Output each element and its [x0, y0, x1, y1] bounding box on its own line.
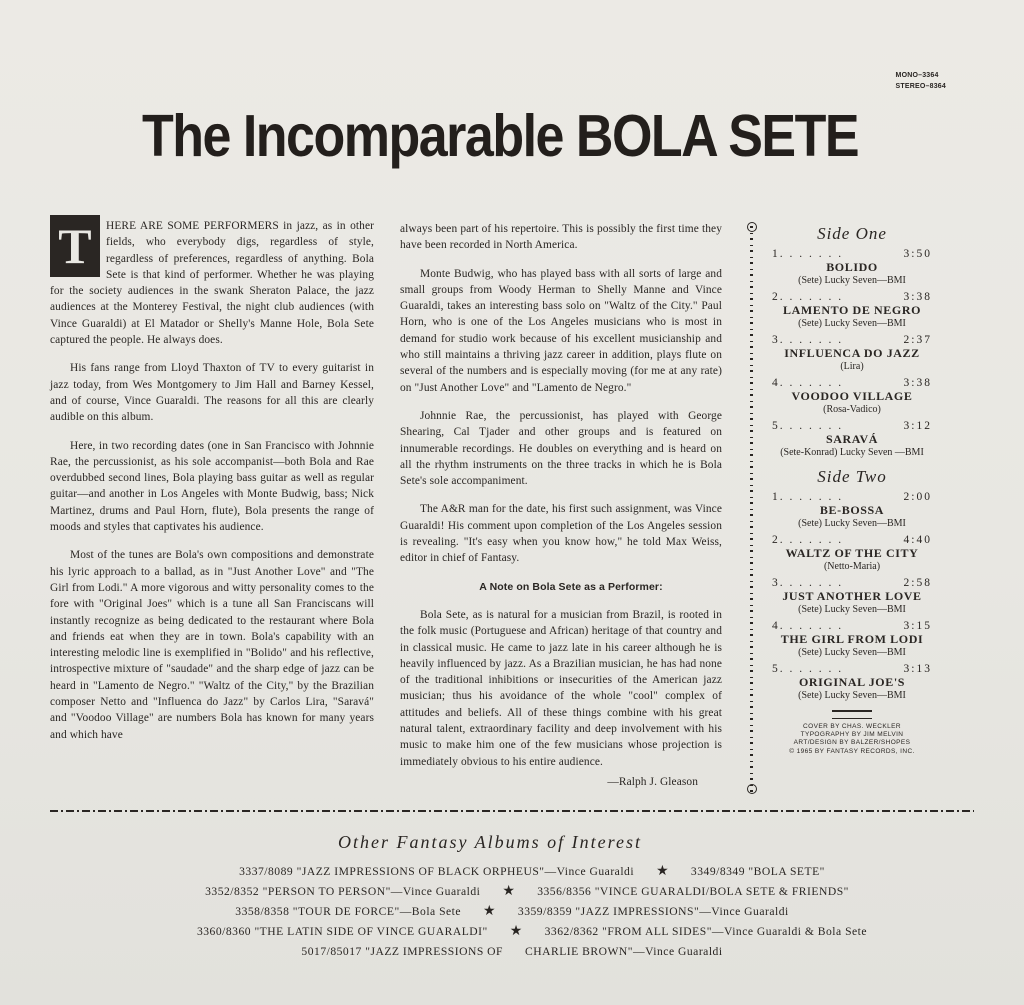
album-entry: 3349/8349 "BOLA SETE": [690, 865, 825, 878]
track-number-row: [772, 663, 932, 675]
track-number-row: [772, 620, 932, 632]
track-duration: 3:38: [903, 377, 932, 389]
track-entry: [772, 534, 932, 573]
album-row: [0, 902, 1024, 922]
track-number-row: [772, 420, 932, 432]
track-number: 3. . . . . . .: [772, 577, 844, 589]
track-number-row: [772, 334, 932, 346]
track-entry: [772, 334, 932, 373]
dropcap-letter: T: [50, 215, 100, 277]
star-separator-icon: ★: [483, 904, 496, 919]
track-number: 1. . . . . . .: [772, 491, 844, 503]
liner-paragraph: His fans range from Lloyd Thaxton of TV to every guitarist in jazz today, from Wes Montgomery to Jim Hall and Barney Kessel, and of course, Vince Guaraldi. The reasons for all this are clearly audible on this album.: [50, 362, 374, 424]
track-entry: [772, 377, 932, 416]
other-albums-list: [0, 862, 1024, 962]
note-heading: A Note on Bola Sete as a Performer:: [479, 580, 663, 593]
liner-paragraph: Monte Budwig, who has played bass with all sorts of large and small groups from Woody Herman to Shelly Manne and Vince Guaraldi, takes an interesting bass solo on "Waltz of the City." Paul Horn, who is one of the Los Angeles musicians who is most in demand for studio work because of his excellent musicianship and who still maintains a thriving jazz career in addition, plays flute on several of the numbers and is especially moving (for me at any rate) on "Just Another Love" and "Lamento de Negro.": [400, 267, 722, 394]
album-row: [0, 862, 1024, 882]
other-albums-heading: Other Fantasy Albums of Interest: [338, 832, 642, 852]
liner-notes-column-2: [400, 221, 722, 802]
track-number: 5. . . . . . .: [772, 663, 844, 675]
track-duration: 3:38: [903, 291, 932, 303]
track-title: INFLUENCA DO JAZZ: [784, 346, 920, 360]
track-title: JUST ANOTHER LOVE: [782, 589, 922, 603]
liner-text: HERE ARE SOME PERFORMERS in jazz, as in other fields, who everybody digs, regardless of style, regardless of preferences, regardless of anything. Bola Sete is that kind of performer. Whether he was playing for the society audiences in the swank Sheraton Palace, the jazz audiences at the Monterey Festival, the night club audiences (with Vince Guaraldi) at El Matador or Shelly's Manne Hole, Bola Sete captured the people. He always does.: [50, 220, 374, 347]
track-number-row: [772, 577, 932, 589]
track-duration: 3:13: [903, 663, 932, 675]
track-number: 3. . . . . . .: [772, 334, 844, 346]
album-entry: 3358/8358 "TOUR DE FORCE"—Bola Sete: [235, 905, 462, 918]
catalog-stereo: STEREO–8364: [895, 83, 946, 90]
track-number-row: [772, 377, 932, 389]
album-entry: 3362/8362 "FROM ALL SIDES"—Vince Guaraldi & Bola Sete: [544, 925, 868, 938]
track-number-row: [772, 491, 932, 503]
signature: —Ralph J. Gleason: [607, 775, 698, 788]
credit-line: © 1965 BY FANTASY RECORDS, INC.: [789, 747, 915, 755]
track-listing: [772, 222, 932, 756]
track-entry: [772, 248, 932, 287]
track-entry: [772, 420, 932, 459]
album-entry: 3359/8359 "JAZZ IMPRESSIONS"—Vince Guaraldi: [517, 905, 789, 918]
side-one-heading: Side One: [817, 224, 887, 243]
liner-notes-column-1: [50, 218, 374, 755]
album-entry: CHARLIE BROWN"—Vince Guaraldi: [525, 945, 723, 958]
track-credit: (Sete) Lucky Seven—BMI: [798, 275, 906, 286]
side-one-tracks: [772, 248, 932, 459]
track-title: WALTZ OF THE CITY: [785, 546, 919, 560]
track-title: BE-BOSSA: [819, 503, 885, 517]
track-credit: (Lira): [840, 361, 864, 372]
track-number-row: [772, 248, 932, 260]
track-credit: (Sete) Lucky Seven—BMI: [798, 318, 906, 329]
track-credit: (Sete) Lucky Seven—BMI: [798, 518, 906, 529]
album-row: [0, 942, 1024, 962]
track-credit: (Sete) Lucky Seven—BMI: [798, 604, 906, 615]
album-entry: 3356/8356 "VINCE GUARALDI/BOLA SETE & FRIENDS": [537, 885, 849, 898]
liner-paragraph: The A&R man for the date, his first such assignment, was Vince Guaraldi! His comment upon completion of the Los Angeles session is revealing. "It's easy when you know how," he told Max Weiss, editor in chief of Fantasy.: [400, 503, 722, 565]
star-separator-icon: ★: [509, 924, 523, 939]
track-credit: (Rosa-Vadico): [823, 404, 881, 415]
credit-line: COVER BY CHAS. WECKLER: [803, 723, 901, 730]
catalog-mono: MONO–3364: [895, 72, 939, 79]
track-credit: (Sete) Lucky Seven—BMI: [798, 647, 906, 658]
track-duration: 2:58: [903, 577, 932, 589]
track-credit: (Sete) Lucky Seven—BMI: [798, 690, 906, 701]
track-duration: 2:37: [903, 334, 932, 346]
side-two-tracks: [772, 491, 932, 702]
vertical-ornament-divider: [744, 222, 758, 794]
album-row: [0, 922, 1024, 942]
credit-line: TYPOGRAPHY BY JIM MELVIN: [800, 731, 904, 739]
track-duration: 2:00: [903, 491, 932, 503]
catalog-numbers: [896, 70, 946, 92]
track-number: 2. . . . . . .: [772, 534, 844, 546]
horizontal-ornament-divider: [50, 806, 974, 816]
track-credit: (Netto-Maria): [823, 561, 881, 572]
production-credits: [772, 723, 932, 756]
track-number: 4. . . . . . .: [772, 377, 844, 389]
star-separator-icon: ★: [656, 864, 669, 879]
track-number: 1. . . . . . .: [772, 248, 844, 260]
track-number-row: [772, 534, 932, 546]
track-duration: 4:40: [903, 534, 932, 546]
liner-paragraph: always been part of his repertoire. This is possibly the first time they have been recorded in North America.: [400, 223, 722, 252]
album-entry: 5017/85017 "JAZZ IMPRESSIONS OF: [301, 945, 503, 958]
track-credit: (Sete-Konrad) Lucky Seven —BMI: [780, 447, 924, 458]
album-entry: 3337/8089 "JAZZ IMPRESSIONS OF BLACK ORPHEUS"—Vince Guaraldi: [239, 865, 635, 878]
track-title: THE GIRL FROM LODI: [780, 632, 924, 646]
track-number: 5. . . . . . .: [772, 420, 844, 432]
track-title: SARAVÁ: [825, 432, 879, 446]
track-title: LAMENTO DE NEGRO: [782, 303, 922, 317]
track-duration: 3:15: [903, 620, 932, 632]
ornament-divider: [832, 710, 872, 719]
track-entry: [772, 577, 932, 616]
liner-paragraph: Johnnie Rae, the percussionist, has played with George Shearing, Cal Tjader and other groups and is featured on innumerable recordings. He doubles on everything and is heard on all the rhythm instruments on the three tracks in which he is Bola Sete's sole accompaniment.: [400, 409, 722, 488]
album-entry: 3352/8352 "PERSON TO PERSON"—Vince Guaraldi: [205, 885, 481, 898]
track-entry: [772, 620, 932, 659]
track-entry: [772, 663, 932, 702]
track-number: 2. . . . . . .: [772, 291, 844, 303]
track-duration: 3:50: [903, 248, 932, 260]
track-duration: 3:12: [903, 420, 932, 432]
track-title: VOODOO VILLAGE: [791, 389, 913, 403]
star-separator-icon: ★: [502, 884, 516, 899]
credit-line: ART/DESIGN BY BALZER/SHOPES: [793, 739, 911, 747]
liner-paragraph: Most of the tunes are Bola's own compositions and demonstrate his lyric approach to a ballad, as in "Just Another Love" and "The Girl from Lodi." A more vigorous and witty personality comes to the fore with "Original Joes" which is a tune all San Franciscans will instantly recognize as being dedicated to the restaurant where Bola and friends eat when they are in town. Bola's capability with an interesting melodic line is exemplified in "Bolido" and his reflective, introspective mixture of "saudade" and the sharp edge of jazz can be heard in "Lamento de Negro." "Waltz of the City," by the Brazilian composer Netto and "Influenca do Jazz" by Carlos Lira, "Saravá" and "Voodoo Village" are numbers Bola has known for many years and which have: [50, 549, 374, 741]
side-two-heading: Side Two: [817, 467, 887, 486]
track-title: BOLIDO: [826, 260, 878, 274]
album-title: The Incomparable BOLA SETE: [141, 103, 859, 170]
track-entry: [772, 291, 932, 330]
liner-paragraph: [50, 218, 374, 348]
liner-paragraph: Here, in two recording dates (one in San Francisco with Johnnie Rae, the percussionist, as his sole accompanist—both Bola and Rae overdubbed second lines, Bola playing bass guitar as well as regular guitar—and another in Los Angeles with Monte Budwig, bass; Nick Martinez, drums and Paul Horn, flute), Bola presents the range of moods and styles that captivates his audience.: [50, 439, 374, 534]
track-title: ORIGINAL JOE'S: [798, 675, 906, 689]
album-entry: 3360/8360 "THE LATIN SIDE OF VINCE GUARALDI": [196, 925, 488, 938]
note-paragraph: Bola Sete, as is natural for a musician from Brazil, is rooted in the folk music (Portuguese and African) heritage of that country and in classical music. He came to jazz late in his career although he is heavily influenced by jazz. As a Brazilian musician, he has had none of the traditional inhibitions or insecurities of the American jazz musician; thus his avoidance of the whole "cool" complex of attitudes and beliefs. All of these things combine with his great natural talent, extraordinary facility and deep involvement with his music to make him one of the few musicians whose projection is immediately obvious to his entire audience.: [400, 608, 722, 768]
album-row: [0, 882, 1024, 902]
track-number-row: [772, 291, 932, 303]
track-number: 4. . . . . . .: [772, 620, 844, 632]
track-entry: [772, 491, 932, 530]
